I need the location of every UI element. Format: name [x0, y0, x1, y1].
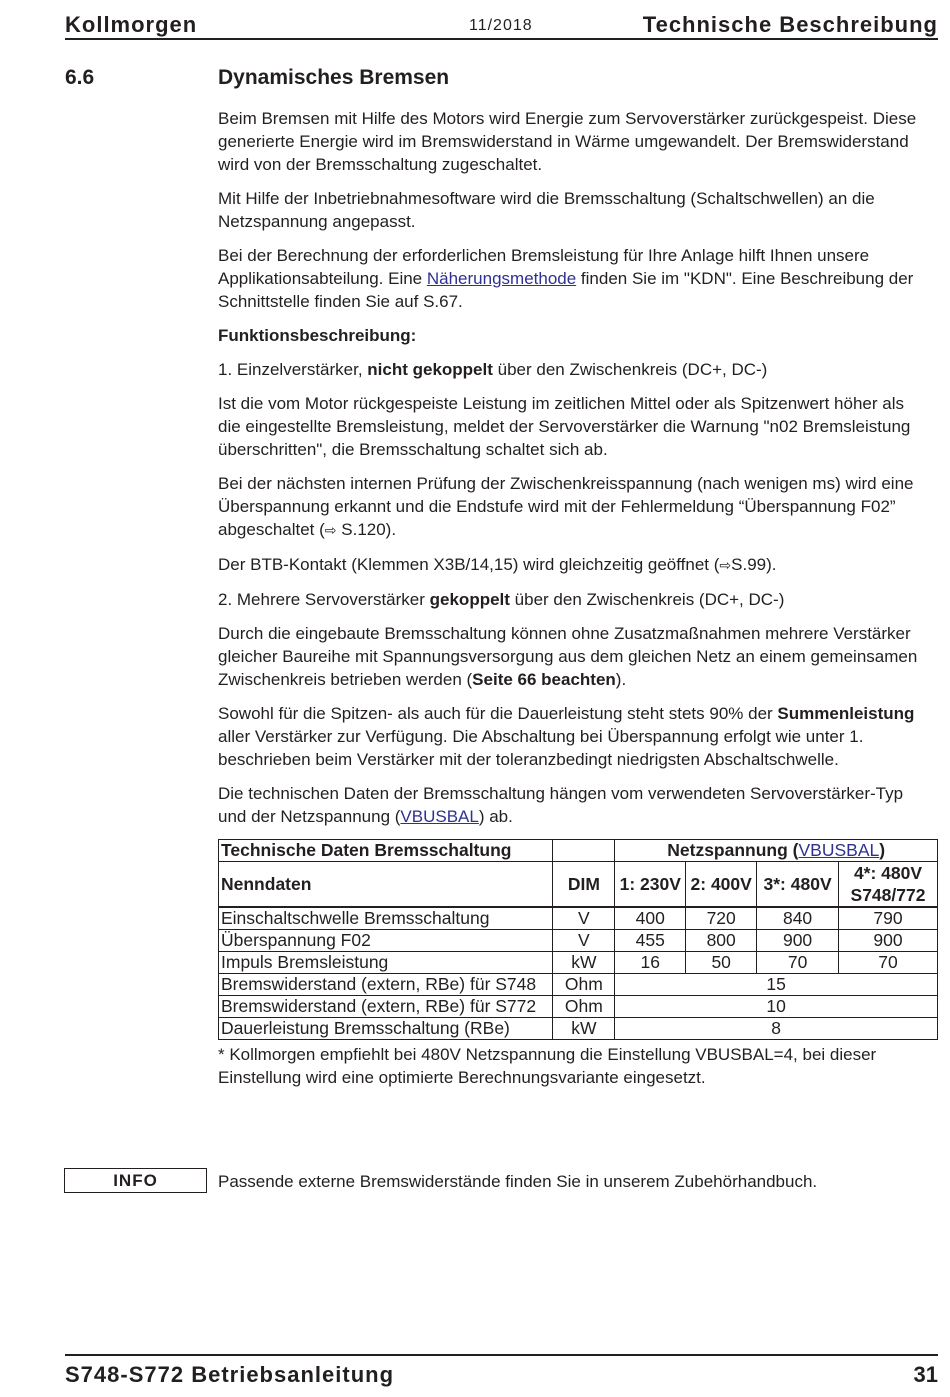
col-header-480v-s748: 4*: 480V S748/772: [839, 862, 938, 908]
arrow-right-icon: ⇨: [324, 522, 337, 538]
paragraph: Bei der nächsten internen Prüfung der Zwischenkreisspannung (nach wenigen ms) wird eine Überspannung erkannt und die Endstufe wird mit der Fehlermeldung “Überspannung F02” abgeschaltet (⇨ S.120).: [218, 474, 914, 539]
body-content: [218, 107, 930, 1089]
list-item-1: 1. Einzelverstärker, nicht gekoppelt über den Zwischenkreis (DC+, DC-): [218, 360, 768, 379]
col-header-230v: 1: 230V: [615, 862, 686, 908]
table-row: Einschaltschwelle Bremsschaltung V 400 720 840 790: [219, 907, 938, 930]
paragraph: Ist die vom Motor rückgespeiste Leistung im zeitlichen Mittel oder als Spitzenwert höher als die eingestellte Bremsleistung, meldet der Servoverstärker die Warnung "n02 Bremsleistung überschritten", die Bremsschaltung schaltet sich ab.: [218, 394, 911, 459]
table-row: Bremswiderstand (extern, RBe) für S748 Ohm 15: [219, 974, 938, 996]
paragraph: Durch die eingebaute Bremsschaltung können ohne Zusatzmaßnahmen mehrere Verstärker gleicher Baureihe mit Spannungsversorgung aus dem gleichen Netz an einem gemeinsamen Zwischenkreis betrieben werden (Seite 66 beachten).: [218, 624, 918, 689]
voltage-group-header: Netzspannung (VBUSBAL): [615, 840, 938, 862]
paragraph: Mit Hilfe der Inbetriebnahmesoftware wird die Bremsschaltung (Schaltschwellen) an die Netzspannung angepasst.: [218, 189, 875, 231]
table-row: Dauerleistung Bremsschaltung (RBe) kW 8: [219, 1018, 938, 1040]
table-row: Überspannung F02 V 455 800 900 900: [219, 930, 938, 952]
paragraph: Der BTB-Kontakt (Klemmen X3B/14,15) wird gleichzeitig geöffnet (⇨S.99).: [218, 555, 777, 574]
list-item-2: 2. Mehrere Servoverstärker gekoppelt über den Zwischenkreis (DC+, DC-): [218, 590, 785, 609]
section-number: 6.6: [65, 66, 95, 89]
page-header: [65, 10, 938, 40]
header-doc-title: Technische Beschreibung: [642, 12, 938, 37]
function-heading: Funktionsbeschreibung:: [218, 326, 417, 345]
vbusbal-link[interactable]: VBUSBAL: [798, 840, 880, 860]
header-date: 11/2018: [469, 17, 533, 34]
col-header-nenndaten: Nenndaten: [219, 862, 553, 908]
arrow-right-icon: ⇨: [719, 557, 732, 573]
table-title: Technische Daten Bremsschaltung: [219, 840, 553, 862]
table-row: Bremswiderstand (extern, RBe) für S772 Ohm 10: [219, 996, 938, 1018]
info-label: INFO: [64, 1168, 207, 1193]
paragraph: Die technischen Daten der Bremsschaltung hängen vom verwendeten Servoverstärker-Typ und der Netzspannung (VBUSBAL) ab.: [218, 784, 904, 826]
col-header-dim: DIM: [553, 862, 615, 908]
info-text: Passende externe Bremswiderstände finden Sie in unserem Zubehörhandbuch.: [218, 1172, 818, 1191]
table-row: Impuls Bremsleistung kW 16 50 70 70: [219, 952, 938, 974]
footer-page-number: 31: [913, 1362, 938, 1387]
paragraph: Sowohl für die Spitzen- als auch für die Dauerleistung steht stets 90% der Summenleistung aller Verstärker zur Verfügung. Die Abschaltung bei Überspannung erfolgt wie unter 1. beschrieben beim Verstärker mit der toleranzbedingt niedrigsten Abschaltschwelle.: [218, 704, 915, 769]
header-brand: Kollmorgen: [65, 12, 198, 37]
brake-data-table: [218, 839, 938, 1040]
section-title: Dynamisches Bremsen: [218, 66, 450, 89]
vbusbal-link[interactable]: VBUSBAL: [400, 807, 479, 826]
page-footer: [65, 1354, 938, 1387]
col-header-400v: 2: 400V: [686, 862, 757, 908]
naeherungsmethode-link[interactable]: Näherungsmethode: [426, 269, 577, 288]
table-footnote: * Kollmorgen empfiehlt bei 480V Netzspannung die Einstellung VBUSBAL=4, bei dieser Einstellung wird eine optimierte Berechnungsvariante eingesetzt.: [218, 1045, 877, 1087]
paragraph: Bei der Berechnung der erforderlichen Bremsleistung für Ihre Anlage hilft Ihnen unsere Applikationsabteilung. Eine Näherungsmethode finden Sie im "KDN". Eine Beschreibung der Schnittstelle finden Sie auf S.67.: [218, 246, 914, 311]
footer-manual-title: S748-S772 Betriebsanleitung: [65, 1362, 395, 1387]
paragraph: Beim Bremsen mit Hilfe des Motors wird Energie zum Servoverstärker zurückgespeist. Diese generierte Energie wird im Bremswiderstand in Wärme umgewandelt. Der Bremswiderstand wird von der Bremsschaltung zugeschaltet.: [218, 109, 917, 174]
col-header-480v: 3*: 480V: [757, 862, 839, 908]
